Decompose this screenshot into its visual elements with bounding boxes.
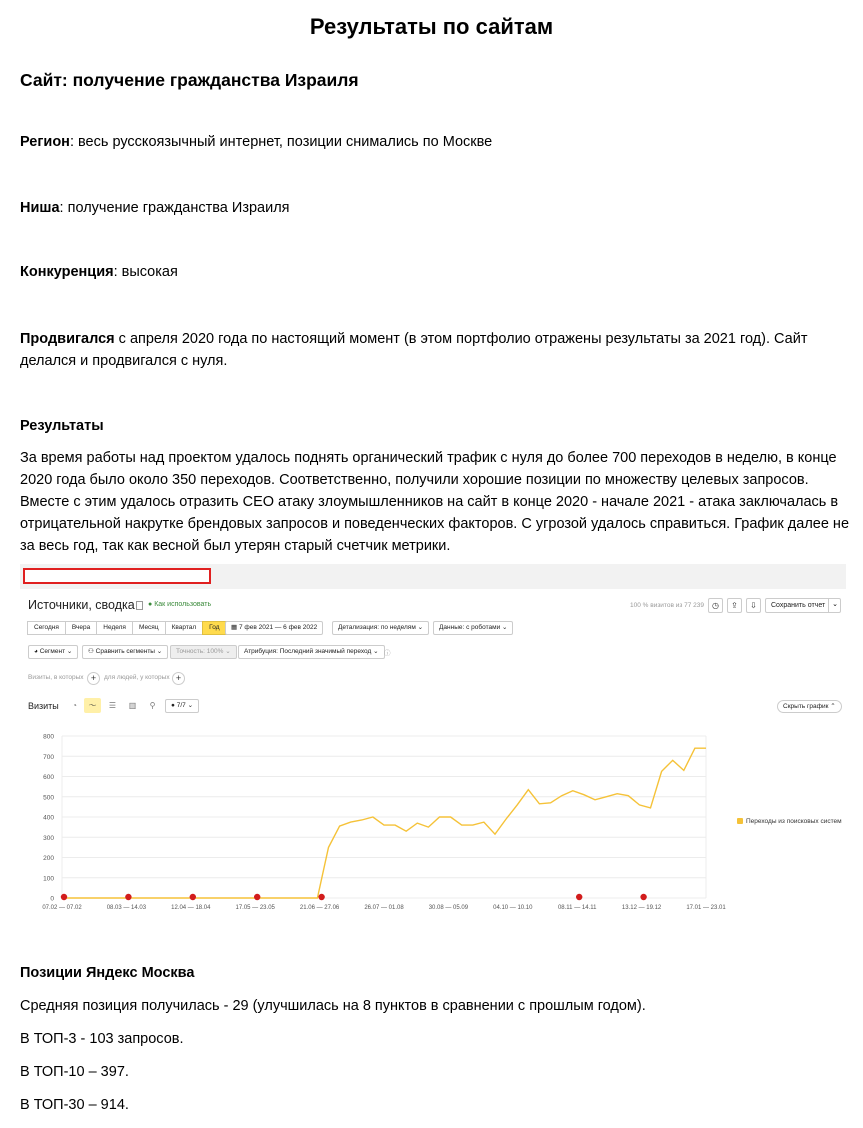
howto-link[interactable]: ● Как использовать [148, 601, 212, 608]
competition-label: Конкуренция [20, 264, 114, 280]
segment-label: Сегмент [39, 648, 66, 655]
y-tick-label: 500 [43, 794, 54, 802]
clock-icon[interactable]: ◷ [708, 598, 723, 613]
region-paragraph [20, 131, 850, 153]
y-tick-label: 600 [43, 774, 54, 781]
document-title: Результаты по сайтам [309, 14, 554, 39]
area-chart-icon[interactable]: ☰ [108, 701, 117, 710]
bar-chart-icon[interactable]: ▥ [128, 701, 137, 710]
series-line [62, 748, 706, 898]
accuracy-label: Точность: 100% [176, 648, 224, 655]
niche-text: : получение гражданства Израиля [59, 200, 290, 216]
annotation-marker [190, 894, 196, 900]
annotation-marker [254, 894, 260, 900]
y-tick-label: 700 [43, 753, 54, 761]
segment-button[interactable]: ◕ Сегмент ⌄ [28, 645, 78, 659]
compare-label: Сравнить сегменты [95, 648, 155, 655]
site-title: Сайт: получение гражданства Израиля [20, 70, 359, 90]
top30-text: В ТОП-30 – 914. [20, 1097, 129, 1113]
top10-text: В ТОП-10 – 397. [20, 1064, 129, 1080]
chevron-down-icon[interactable]: ⌄ [828, 598, 841, 613]
chart-legend[interactable] [737, 818, 842, 825]
annotation-marker [125, 894, 131, 900]
save-report-button[interactable]: Сохранить отчет [765, 598, 841, 613]
visits-percent: 100 % визитов из 77 239 [630, 602, 705, 609]
x-tick-label: 07.02 — 07.02 [42, 905, 82, 911]
x-tick-label: 17.01 — 23.01 [686, 905, 726, 911]
line-chart-icon[interactable]: 〜 [84, 698, 101, 713]
metrika-screenshot [20, 564, 846, 922]
hide-chart-button[interactable]: Скрыть график ⌃ [777, 700, 842, 713]
legend-label: Переходы из поисковых систем [746, 818, 842, 825]
period-year[interactable]: Год [202, 621, 226, 635]
attribution-label: Атрибуция: Последний значимый переход [244, 648, 372, 655]
add-people-filter-button[interactable]: + [172, 672, 185, 685]
x-tick-label: 17.05 — 23.05 [235, 905, 275, 911]
detail-select[interactable]: Детализация: по неделям ⌄ [332, 621, 429, 635]
y-tick-label: 200 [43, 855, 54, 862]
competition-text: : высокая [113, 264, 178, 280]
howto-label: Как использовать [154, 601, 212, 608]
help-icon[interactable]: ⓘ [384, 650, 391, 657]
results-heading: Результаты [20, 418, 104, 434]
redacted-url-box [23, 568, 211, 584]
positions-heading: Позиции Яндекс Москва [20, 965, 195, 981]
y-tick-label: 300 [43, 834, 54, 842]
period-yesterday[interactable]: Вчера [65, 621, 97, 635]
niche-paragraph [20, 197, 850, 219]
detail-label: Детализация: по неделям [338, 624, 416, 631]
promoted-text: с апреля 2020 года по настоящий момент (в этом портфолио отражены результаты за 2021 год). Сайт делался и продвигался с нуля. [20, 331, 808, 369]
x-tick-label: 08.11 — 14.11 [557, 905, 597, 911]
download-icon[interactable]: ⇩ [746, 598, 761, 613]
annotation-marker [640, 894, 646, 900]
period-quarter[interactable]: Квартал [165, 621, 204, 635]
compare-icon: ⚇ [88, 648, 96, 655]
compare-segments-button[interactable]: ⚇ Сравнить сегменты ⌄ [82, 645, 168, 659]
period-today[interactable]: Сегодня [27, 621, 66, 635]
hide-chart-label: Скрыть график [783, 703, 829, 710]
promoted-label: Продвигался [20, 331, 115, 347]
y-tick-label: 100 [43, 875, 54, 883]
calendar-icon: ▦ [231, 624, 239, 631]
legend-checkbox [737, 818, 743, 824]
series-count-select[interactable]: ● 7/7 ⌄ [165, 699, 199, 713]
top3-text: В ТОП-3 - 103 запросов. [20, 1031, 184, 1047]
x-tick-label: 12.04 — 18.04 [171, 905, 211, 911]
pie-chart-icon[interactable]: ◔ [72, 701, 77, 710]
series-count-label: 7/7 [176, 702, 186, 709]
region-text: : весь русскоязычный интернет, позиции снимались по Москве [69, 134, 493, 150]
x-tick-label: 08.03 — 14.03 [106, 905, 147, 911]
niche-label: Ниша [20, 200, 60, 216]
x-tick-label: 30.08 — 05.09 [428, 905, 469, 911]
annotation-marker [318, 894, 324, 900]
attribution-select[interactable]: Атрибуция: Последний значимый переход ⌄ [238, 645, 385, 659]
accuracy-select[interactable]: Точность: 100% ⌄ [170, 645, 237, 659]
y-tick-label: 800 [43, 733, 54, 741]
add-visit-filter-button[interactable]: + [87, 672, 100, 685]
data-select[interactable]: Данные: с роботами ⌄ [433, 621, 513, 635]
region-label: Регион [20, 134, 70, 150]
upload-icon[interactable]: ⇪ [727, 598, 742, 613]
y-tick-label: 400 [43, 814, 54, 822]
map-pin-icon[interactable]: ⚲ [149, 701, 156, 710]
date-range-label: 7 фев 2021 — 6 фев 2022 [238, 624, 318, 631]
report-title: Источники, сводка [28, 598, 135, 612]
period-month[interactable]: Месяц [132, 621, 166, 635]
avg-position-text: Средняя позиция получилась - 29 (улучшилась на 8 пунктов в сравнении с прошлым годом). [20, 998, 646, 1014]
x-tick-label: 04.10 — 10.10 [493, 905, 533, 911]
period-selector [28, 621, 227, 635]
annotation-marker [61, 894, 67, 900]
x-tick-label: 21.06 — 27.06 [299, 905, 340, 911]
pie-icon: ◕ [34, 648, 40, 655]
annotation-marker [576, 894, 582, 900]
x-tick-label: 13.12 — 19.12 [621, 905, 662, 911]
people-filter-label: для людей, у которых [104, 674, 170, 681]
y-tick-label: 0 [50, 895, 54, 903]
visits-line-chart [20, 724, 846, 920]
visits-metric-label: Визиты [28, 701, 59, 711]
bookmark-icon[interactable] [136, 601, 143, 610]
promoted-paragraph [20, 328, 850, 372]
date-range-picker[interactable] [225, 621, 323, 635]
x-tick-label: 26.07 — 01.08 [364, 905, 404, 911]
visits-filter-label: Визиты, в которых [28, 674, 84, 681]
data-label: Данные: с роботами [439, 624, 501, 631]
period-week[interactable]: Неделя [96, 621, 133, 635]
competition-paragraph [20, 261, 850, 283]
results-text: За время работы над проектом удалось поднять органический трафик с нуля до более 700 переходов в неделю, в конце 2020 года было около 350 переходов. Соответственно, получили хорошие позиции по множеству целевых запросов. Вместе с этим удалось отразить СЕО атаку злоумышленников на сайт в конце 2020 - начале 2021 - атака заключалась в отрицательной накрутке брендовых запросов и поведенческих факторов. С угрозой удалось справиться. График далее не за весь год, так как весной был утерян старый счетчик метрики. [20, 450, 850, 554]
